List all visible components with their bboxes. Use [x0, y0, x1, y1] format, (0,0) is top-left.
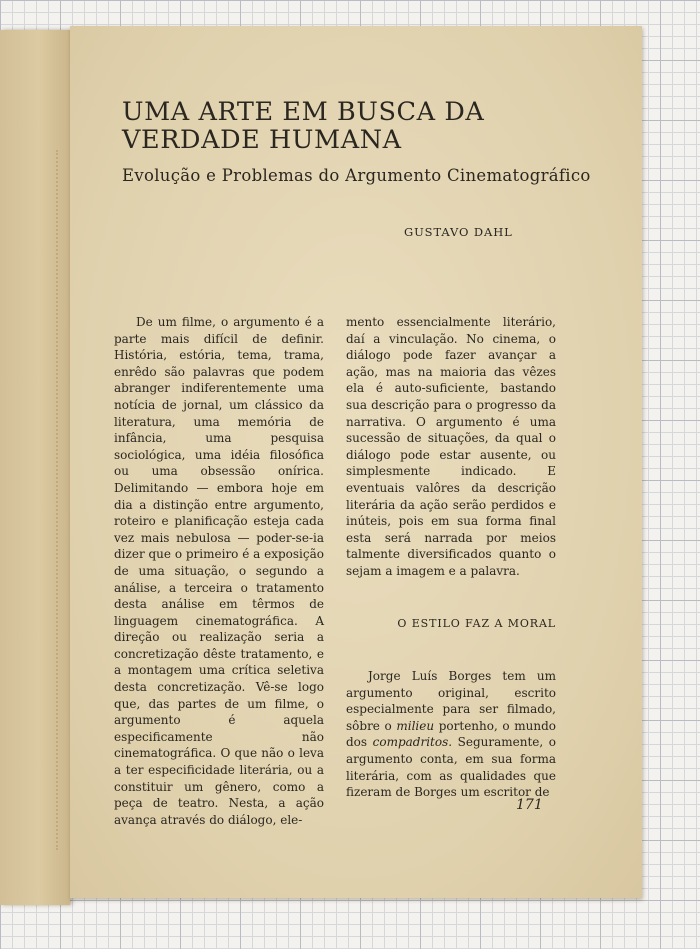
page-number: 171	[516, 797, 543, 813]
paragraph-text: Jorge Luís Borges tem um argumento original, escrito especialmente para ser filmado, sôbre o	[346, 669, 556, 733]
body-paragraph: De um filme, o argumento é a parte mais difícil de definir. História, estória, tema, trama, enrêdo são palavras que podem abranger indiferentemente uma notícia de jornal, um clássico da literatura, uma memória de infância, uma pesquisa sociológica, uma idéia filosófica ou uma obsessão onírica. Delimitando — embora hoje em dia a distinção entre argumento, roteiro e planificação esteja cada vez mais nebulosa — poder-se-ia dizer que o primeiro é a exposição de uma situação, o segundo a análise, a terceira o tratamento desta análise em têrmos de linguagem cinematográfica. A direção ou realização seria a concretização dêste tratamento, e a montagem uma crítica seletiva desta concretização. Vê-se logo que, das partes de um filme, o argumento é aquela especificamente não cinematográfica. O que não o leva a ter especificidade literária, ou a constituir um gênero, como a peça de teatro. Nesta, a ação avança através do diálogo, ele-	[114, 315, 324, 827]
book-page	[70, 26, 642, 898]
body-paragraph-continued: mento essencialmente literário, daí a vinculação. No cinema, o diálogo pode fazer avançar a ação, mas na maioria das vêzes ela é auto-suficiente, bastando sua descrição para o progresso da narrativa. O argumento é uma sucessão de situações, da qual o diálogo pode estar ausente, ou simplesmente indicado. E eventuais valôres da descrição literária da ação serão perdidos e inúteis, pois em sua forma final esta será narrada por meios talmente diversificados quanto o sejam a imagem e a palavra.	[346, 315, 556, 578]
left-text-column	[114, 314, 324, 828]
body-paragraph	[346, 668, 556, 801]
author-name: GUSTAVO DAHL	[404, 225, 513, 239]
right-text-column	[346, 314, 556, 801]
paragraph-text: . Seguramente, o argumento conta, em sua forma literária, com as qualidades que fizeram de Borges um escritor de	[346, 735, 556, 800]
facing-page-edge	[0, 30, 70, 905]
binding-stitch-marks	[56, 150, 68, 850]
paragraph-text: portenho, o mundo dos	[346, 718, 556, 750]
italic-term: milieu	[396, 718, 435, 733]
section-heading: O ESTILO FAZ A MORAL	[397, 616, 556, 630]
article-title: UMA ARTE EM BUSCA DA VERDADE HUMANA	[122, 97, 485, 155]
article-subtitle: Evolução e Problemas do Argumento Cinematográfico	[122, 166, 591, 185]
italic-term: compadritos	[372, 735, 449, 750]
